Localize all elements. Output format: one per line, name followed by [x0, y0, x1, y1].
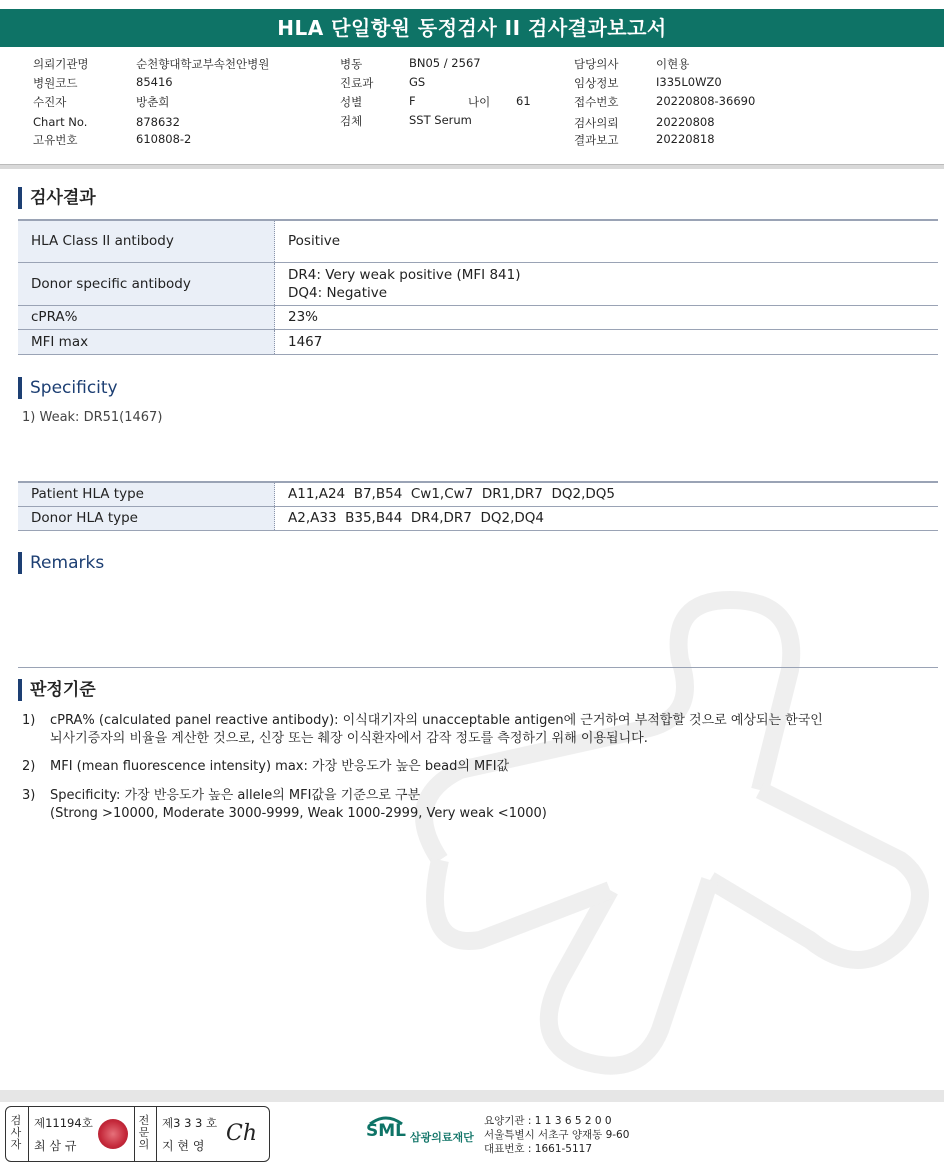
row-key: Donor specific antibody	[18, 262, 275, 305]
org-name: 삼광의료재단	[410, 1131, 474, 1144]
divider	[134, 1107, 135, 1161]
chart-no-label: Chart No.	[33, 115, 88, 129]
reviewer-number: 제3 3 3 호	[162, 1116, 218, 1130]
specificity-line: 1) Weak: DR51(1467)	[22, 410, 163, 425]
doctor-value: 이현용	[656, 57, 690, 71]
chart-no-value: 878632	[136, 115, 180, 129]
unique-no-label: 고유번호	[33, 133, 78, 147]
table-row	[18, 329, 938, 354]
ward-label: 병동	[340, 57, 363, 71]
table-row	[18, 262, 938, 305]
hospital-code-label: 병원코드	[33, 76, 78, 90]
results-heading: 검사결과	[18, 187, 96, 209]
specificity-heading: Specificity	[18, 377, 118, 399]
patient-value: 방춘희	[136, 95, 170, 109]
criteria-heading: 판정기준	[18, 679, 96, 701]
header-band	[0, 165, 944, 169]
hospital-name-value: 순천향대학교부속천안병원	[136, 57, 270, 71]
footer-band	[0, 1090, 944, 1102]
criteria-num-2: 2)	[22, 759, 36, 774]
hospital-code-value: 85416	[136, 75, 173, 89]
specimen-label: 검체	[340, 114, 363, 128]
reception-no-value: 20220808-36690	[656, 94, 756, 108]
age-label: 나이	[468, 95, 491, 109]
table-row	[18, 220, 938, 262]
sex-value: F	[409, 94, 416, 108]
address-line-1: 요양기관 : 1 1 3 6 5 2 0 0	[484, 1115, 612, 1127]
request-date-label: 검사의뢰	[574, 116, 619, 130]
remarks-heading: Remarks	[18, 552, 104, 574]
examiner-name: 최 삼 규	[34, 1139, 77, 1153]
row-value: Positive	[275, 220, 939, 262]
reviewer-signature: Ch	[226, 1121, 258, 1146]
row-key: HLA Class II antibody	[18, 220, 275, 262]
criteria-1-line-2: 뇌사기증자의 비율을 계산한 것으로, 신장 또는 췌장 이식환자에서 감작 정도를 측정하기 위해 이용됩니다.	[50, 731, 648, 746]
dsa-line-1: DR4: Very weak positive (MFI 841)	[288, 266, 521, 283]
row-key: Patient HLA type	[18, 482, 275, 506]
reception-no-label: 접수번호	[574, 95, 619, 109]
examiner-number: 제11194호	[34, 1116, 93, 1130]
watermark-logo	[380, 560, 940, 1100]
row-value	[275, 262, 939, 305]
row-key: cPRA%	[18, 305, 275, 329]
ward-value: BN05 / 2567	[409, 56, 481, 70]
row-key: MFI max	[18, 329, 275, 354]
report-date-label: 결과보고	[574, 133, 619, 147]
request-date-value: 20220808	[656, 115, 715, 129]
table-row	[18, 506, 938, 530]
criteria-3-line-2: (Strong >10000, Moderate 3000-9999, Weak 1000-2999, Very weak <1000)	[50, 806, 547, 821]
department-value: GS	[409, 75, 426, 89]
table-row	[18, 482, 938, 506]
criteria-num-3: 3)	[22, 788, 36, 803]
examiner-label: 검 사 자	[10, 1114, 22, 1151]
report-date-value: 20220818	[656, 132, 715, 146]
address-line-2: 서울특별시 서초구 양재동 9-60	[484, 1129, 630, 1141]
table-row	[18, 305, 938, 329]
reviewer-name: 지 현 영	[162, 1139, 205, 1153]
signature-box	[5, 1106, 270, 1162]
sml-logo-text: SML	[366, 1121, 406, 1141]
row-value: 23%	[275, 305, 939, 329]
doctor-label: 담당의사	[574, 57, 619, 71]
sex-label: 성별	[340, 95, 363, 109]
divider	[156, 1107, 157, 1161]
clinical-info-label: 임상정보	[574, 76, 619, 90]
department-label: 진료과	[340, 76, 374, 90]
divider	[28, 1107, 29, 1161]
row-value: 1467	[275, 329, 939, 354]
reviewer-label: 전 문 의	[138, 1114, 150, 1151]
specimen-value: SST Serum	[409, 113, 472, 127]
patient-label: 수진자	[33, 95, 67, 109]
criteria-3-line-1: Specificity: 가장 반응도가 높은 allele의 MFI값을 기준으로 구분	[50, 788, 421, 803]
row-value: A2,A33 B35,B44 DR4,DR7 DQ2,DQ4	[275, 506, 939, 530]
org-address	[484, 1114, 629, 1156]
unique-no-value: 610808-2	[136, 132, 192, 146]
hospital-name-label: 의뢰기관명	[33, 57, 89, 71]
results-table	[18, 219, 938, 355]
row-value: A11,A24 B7,B54 Cw1,Cw7 DR1,DR7 DQ2,DQ5	[275, 482, 939, 506]
examiner-seal	[98, 1119, 128, 1149]
remarks-divider	[18, 667, 938, 668]
dsa-line-2: DQ4: Negative	[288, 284, 388, 301]
report-title: HLA 단일항원 동정검사 II 검사결과보고서	[0, 9, 944, 47]
address-line-3: 대표번호 : 1661-5117	[484, 1143, 593, 1155]
criteria-num-1: 1)	[22, 713, 36, 728]
row-key: Donor HLA type	[18, 506, 275, 530]
age-value: 61	[516, 94, 531, 108]
criteria-2-line-1: MFI (mean fluorescence intensity) max: 가장 반응도가 높은 bead의 MFI값	[50, 759, 510, 774]
criteria-1-line-1: cPRA% (calculated panel reactive antibody): 이식대기자의 unacceptable antigen에 근거하여 부적합할 것으로 예상되는 한국인	[50, 713, 823, 728]
clinical-info-value: I335L0WZ0	[656, 75, 722, 89]
hla-table	[18, 481, 938, 531]
